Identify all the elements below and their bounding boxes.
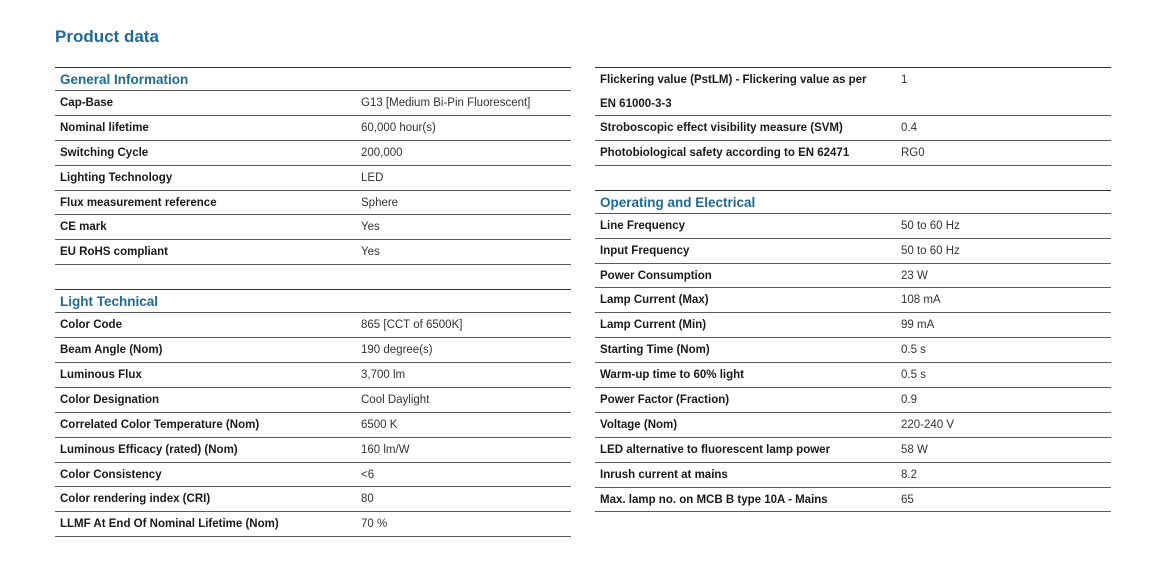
page-title: Product data <box>55 27 159 46</box>
row-label: Lighting Technology <box>60 171 173 184</box>
row-label: Switching Cycle <box>60 146 149 159</box>
row-value: 108 mA <box>901 294 941 307</box>
row-value: 190 degree(s) <box>361 344 433 357</box>
table-row <box>55 413 571 438</box>
row-value: 0.5 s <box>901 344 926 357</box>
table-row <box>55 463 571 488</box>
row-label: Power Consumption <box>600 269 712 282</box>
row-label: Flux measurement reference <box>60 196 217 209</box>
table-row <box>595 488 1111 513</box>
table-row <box>595 413 1111 438</box>
table-row <box>595 338 1111 363</box>
table-row <box>55 141 571 166</box>
table-row <box>595 463 1111 488</box>
row-value: 99 mA <box>901 319 935 332</box>
table-row <box>595 214 1111 239</box>
table-row <box>595 438 1111 463</box>
row-label: CE mark <box>60 221 107 234</box>
table-row <box>595 288 1111 313</box>
left-column <box>55 67 571 537</box>
section-title-general-information: General Information <box>55 67 571 91</box>
row-value: 865 [CCT of 6500K] <box>361 319 463 332</box>
row-value: 1 <box>901 74 908 86</box>
row-label: Inrush current at mains <box>600 468 728 481</box>
table-row <box>595 363 1111 388</box>
light-technical-table <box>55 313 571 537</box>
row-label: Nominal lifetime <box>60 121 149 134</box>
row-value: 0.4 <box>901 121 917 134</box>
misc-properties-table <box>595 67 1111 166</box>
right-column <box>595 67 1111 512</box>
row-label: Lamp Current (Max) <box>600 294 709 307</box>
row-label: Voltage (Nom) <box>600 418 678 431</box>
row-label: Color Consistency <box>60 468 162 481</box>
row-value: 220-240 V <box>901 418 955 431</box>
row-label <box>595 68 896 116</box>
row-value: <6 <box>361 468 375 481</box>
row-value: 60,000 hour(s) <box>361 121 436 134</box>
row-label: Color Designation <box>60 393 160 406</box>
table-row <box>55 487 571 512</box>
row-label: Photobiological safety according to EN 62471 <box>600 146 850 159</box>
row-value: G13 [Medium Bi-Pin Fluorescent] <box>361 96 531 109</box>
table-row <box>55 438 571 463</box>
table-row <box>595 67 1111 116</box>
row-value: 80 <box>361 493 374 506</box>
general-information-table <box>55 91 571 265</box>
row-label-line: Flickering value (PstLM) - Flickering value as per <box>600 74 867 86</box>
row-label: EU RoHS compliant <box>60 246 168 259</box>
row-value: 50 to 60 Hz <box>901 244 960 257</box>
row-value: 160 lm/W <box>361 443 410 456</box>
row-label: Luminous Flux <box>60 368 142 381</box>
operating-electrical-table <box>595 214 1111 513</box>
row-label: Color Code <box>60 319 122 332</box>
row-label: Correlated Color Temperature (Nom) <box>60 418 260 431</box>
section-title-light-technical: Light Technical <box>55 289 571 313</box>
table-row <box>55 240 571 265</box>
row-label: Power Factor (Fraction) <box>600 393 730 406</box>
table-row <box>595 388 1111 413</box>
row-value: 23 W <box>901 269 928 282</box>
row-value: 65 <box>901 493 914 506</box>
table-row <box>55 313 571 338</box>
section-gap <box>55 265 571 289</box>
row-value: 8.2 <box>901 468 917 481</box>
row-value: 200,000 <box>361 146 403 159</box>
row-label: Input Frequency <box>600 244 690 257</box>
row-label: Beam Angle (Nom) <box>60 344 163 357</box>
row-label: Luminous Efficacy (rated) (Nom) <box>60 443 238 456</box>
section-title-operating-electrical: Operating and Electrical <box>595 190 1111 214</box>
row-label: Cap-Base <box>60 96 114 109</box>
table-row <box>55 116 571 141</box>
table-row <box>55 512 571 537</box>
row-label-line: EN 61000-3-3 <box>600 98 672 110</box>
row-value: Yes <box>361 246 380 259</box>
table-row <box>595 313 1111 338</box>
row-value: LED <box>361 171 384 184</box>
table-row <box>55 363 571 388</box>
table-row <box>595 116 1111 141</box>
row-value: Cool Daylight <box>361 393 430 406</box>
row-value: 0.5 s <box>901 369 926 382</box>
row-value: 0.9 <box>901 393 917 406</box>
table-row <box>595 239 1111 264</box>
row-value: 3,700 lm <box>361 368 406 381</box>
table-row <box>595 264 1111 289</box>
row-label: Color rendering index (CRI) <box>60 493 211 506</box>
row-value: 6500 K <box>361 418 398 431</box>
row-value: RG0 <box>901 146 925 159</box>
row-label: Starting Time (Nom) <box>600 344 710 357</box>
table-row <box>55 191 571 216</box>
row-value: 50 to 60 Hz <box>901 219 960 232</box>
row-value: Sphere <box>361 196 399 209</box>
table-row <box>55 338 571 363</box>
table-row <box>55 388 571 413</box>
section-gap <box>595 166 1111 190</box>
table-row <box>595 141 1111 166</box>
row-label: Lamp Current (Min) <box>600 319 707 332</box>
row-label: LED alternative to fluorescent lamp power <box>600 443 831 456</box>
row-label: Warm-up time to 60% light <box>600 369 744 382</box>
row-label: Stroboscopic effect visibility measure (SVM) <box>600 121 843 134</box>
row-label: Line Frequency <box>600 219 685 232</box>
row-value: Yes <box>361 221 380 234</box>
row-label: Max. lamp no. on MCB B type 10A - Mains <box>600 493 828 506</box>
row-label: LLMF At End Of Nominal Lifetime (Nom) <box>60 518 279 531</box>
table-row <box>55 91 571 116</box>
table-row <box>55 215 571 240</box>
row-value: 58 W <box>901 443 928 456</box>
table-row <box>55 166 571 191</box>
row-value: 70 % <box>361 518 388 531</box>
